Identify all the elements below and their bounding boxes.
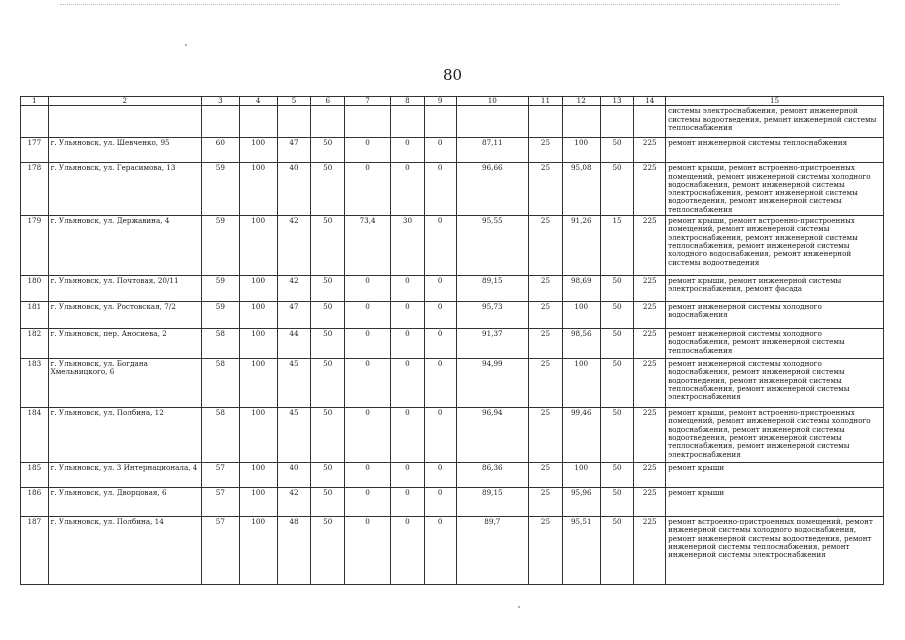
value-cell: 45: [277, 359, 311, 408]
scan-speck: [518, 606, 520, 608]
table-row: [21, 329, 884, 359]
value-cell: 50: [311, 216, 345, 276]
value-cell: 42: [277, 488, 311, 517]
value-cell: 48: [277, 517, 311, 585]
column-header: 11: [529, 97, 563, 106]
table-row: [21, 408, 884, 463]
value-cell: 0: [424, 276, 456, 302]
value-cell: 91,26: [562, 216, 600, 276]
value-cell: 25: [529, 329, 563, 359]
works-cell: ремонт инженерной системы теплоснабжения: [666, 138, 884, 163]
value-cell: 50: [600, 329, 634, 359]
value-cell: 225: [634, 488, 666, 517]
value-cell: 57: [201, 488, 239, 517]
column-header: 1: [21, 97, 49, 106]
value-cell: 25: [529, 276, 563, 302]
value-cell: 99,46: [562, 408, 600, 463]
value-cell: 225: [634, 302, 666, 329]
row-number: 180: [21, 276, 49, 302]
value-cell: 95,96: [562, 488, 600, 517]
value-cell: 50: [600, 163, 634, 216]
row-number: 181: [21, 302, 49, 329]
scan-edge-line: [60, 4, 840, 5]
table-row: [21, 302, 884, 329]
value-cell: 57: [201, 463, 239, 488]
address-cell: г. Ульяновск, ул. Полбина, 14: [48, 517, 201, 585]
value-cell: 50: [311, 517, 345, 585]
column-header: 8: [391, 97, 425, 106]
value-cell: 100: [239, 138, 277, 163]
value-cell: 50: [311, 329, 345, 359]
works-cell: ремонт крыши, ремонт инженерной системы электроснабжения, ремонт фасада: [666, 276, 884, 302]
value-cell: 73,4: [345, 216, 391, 276]
value-cell: 50: [600, 359, 634, 408]
value-cell: 25: [529, 302, 563, 329]
value-cell: 0: [391, 463, 425, 488]
column-header: 2: [48, 97, 201, 106]
value-cell: 0: [345, 138, 391, 163]
value-cell: 58: [201, 359, 239, 408]
value-cell: 57: [201, 517, 239, 585]
column-header: 5: [277, 97, 311, 106]
value-cell: 0: [391, 163, 425, 216]
row-number: 186: [21, 488, 49, 517]
row-number: 184: [21, 408, 49, 463]
value-cell: 225: [634, 163, 666, 216]
value-cell: 98,56: [562, 329, 600, 359]
value-cell: 50: [311, 138, 345, 163]
column-header: 7: [345, 97, 391, 106]
table-row: [21, 276, 884, 302]
value-cell: 0: [345, 359, 391, 408]
row-number: 182: [21, 329, 49, 359]
value-cell: 100: [239, 359, 277, 408]
value-cell: 98,69: [562, 276, 600, 302]
value-cell: 0: [391, 408, 425, 463]
value-cell: 50: [600, 138, 634, 163]
value-cell: 50: [311, 163, 345, 216]
value-cell: 50: [600, 302, 634, 329]
table-row: [21, 216, 884, 276]
works-cell: ремонт крыши, ремонт встроенно-пристроенных помещений, ремонт инженерной системы холодного водоснабжения, ремонт инженерной системы водоотведения, ремонт инженерной системы теплоснабжения, ремонт инженерной системы электроснабжения: [666, 408, 884, 463]
value-cell: 0: [391, 517, 425, 585]
scan-speck: [185, 44, 187, 46]
value-cell: 100: [239, 216, 277, 276]
row-number: 177: [21, 138, 49, 163]
value-cell: 58: [201, 329, 239, 359]
value-cell: 100: [239, 302, 277, 329]
column-header: 10: [456, 97, 529, 106]
value-cell: 100: [239, 517, 277, 585]
value-cell: 58: [201, 408, 239, 463]
address-cell: г. Ульяновск, ул. Державина, 4: [48, 216, 201, 276]
row-number: 183: [21, 359, 49, 408]
value-cell: 0: [391, 359, 425, 408]
value-cell: 0: [424, 517, 456, 585]
address-cell: г. Ульяновск, ул. Богдана Хмельницкого, 6: [48, 359, 201, 408]
value-cell: 0: [345, 276, 391, 302]
value-cell: 50: [600, 517, 634, 585]
column-header: 4: [239, 97, 277, 106]
value-cell: 225: [634, 276, 666, 302]
value-cell: 225: [634, 463, 666, 488]
value-cell: 40: [277, 163, 311, 216]
continuation-row: [21, 106, 884, 138]
value-cell: 25: [529, 163, 563, 216]
value-cell: 0: [424, 408, 456, 463]
value-cell: 0: [424, 216, 456, 276]
value-cell: 50: [311, 408, 345, 463]
value-cell: 96,94: [456, 408, 529, 463]
column-header: 15: [666, 97, 884, 106]
value-cell: 0: [345, 488, 391, 517]
value-cell: 91,37: [456, 329, 529, 359]
value-cell: 95,55: [456, 216, 529, 276]
value-cell: 225: [634, 216, 666, 276]
value-cell: 0: [391, 302, 425, 329]
value-cell: 50: [311, 359, 345, 408]
page-number: 80: [442, 66, 463, 84]
value-cell: 86,36: [456, 463, 529, 488]
value-cell: 95,08: [562, 163, 600, 216]
column-header: 13: [600, 97, 634, 106]
value-cell: 50: [311, 488, 345, 517]
value-cell: 100: [239, 463, 277, 488]
value-cell: 100: [239, 408, 277, 463]
column-header: 3: [201, 97, 239, 106]
address-cell: г. Ульяновск, ул. Почтовая, 20/11: [48, 276, 201, 302]
value-cell: 50: [311, 463, 345, 488]
column-header: 14: [634, 97, 666, 106]
value-cell: 25: [529, 138, 563, 163]
works-cell: ремонт инженерной системы холодного водоснабжения: [666, 302, 884, 329]
value-cell: 225: [634, 517, 666, 585]
value-cell: 50: [311, 276, 345, 302]
address-cell: г. Ульяновск, пер. Аносиева, 2: [48, 329, 201, 359]
value-cell: 0: [391, 276, 425, 302]
value-cell: 25: [529, 517, 563, 585]
value-cell: 0: [424, 463, 456, 488]
value-cell: 0: [345, 408, 391, 463]
value-cell: 50: [600, 463, 634, 488]
table-row: [21, 488, 884, 517]
value-cell: 100: [239, 488, 277, 517]
works-cell: ремонт встроенно-пристроенных помещений, ремонт инженерной системы холодного водоснабжения, ремонт инженерной системы водоотведения, ремонт инженерной системы теплоснабжения, ремонт инженерной системы электроснабжения: [666, 517, 884, 585]
value-cell: 0: [345, 302, 391, 329]
table-row: [21, 138, 884, 163]
value-cell: 96,66: [456, 163, 529, 216]
value-cell: 100: [562, 138, 600, 163]
value-cell: 0: [391, 329, 425, 359]
table-row: [21, 463, 884, 488]
value-cell: 0: [391, 138, 425, 163]
address-cell: г. Ульяновск, ул. 3 Интернационала, 4: [48, 463, 201, 488]
value-cell: 47: [277, 302, 311, 329]
value-cell: 225: [634, 408, 666, 463]
value-cell: 15: [600, 216, 634, 276]
value-cell: 95,51: [562, 517, 600, 585]
row-number: 185: [21, 463, 49, 488]
value-cell: 0: [424, 488, 456, 517]
value-cell: 100: [562, 302, 600, 329]
housing-repair-table: [20, 96, 884, 585]
table-row: [21, 359, 884, 408]
value-cell: 50: [600, 276, 634, 302]
value-cell: 40: [277, 463, 311, 488]
column-header: 12: [562, 97, 600, 106]
value-cell: 0: [345, 163, 391, 216]
value-cell: 225: [634, 359, 666, 408]
address-cell: г. Ульяновск, ул. Дворцовая, 6: [48, 488, 201, 517]
value-cell: 0: [345, 517, 391, 585]
value-cell: 89,7: [456, 517, 529, 585]
value-cell: 87,11: [456, 138, 529, 163]
value-cell: 25: [529, 359, 563, 408]
address-cell: г. Ульяновск, ул. Ростовская, 7/2: [48, 302, 201, 329]
works-cell: ремонт инженерной системы холодного водоснабжения, ремонт инженерной системы теплоснабжения: [666, 329, 884, 359]
value-cell: 0: [424, 163, 456, 216]
value-cell: 225: [634, 138, 666, 163]
value-cell: 59: [201, 276, 239, 302]
value-cell: 100: [239, 276, 277, 302]
row-number: 187: [21, 517, 49, 585]
works-cell: ремонт крыши, ремонт встроенно-пристроенных помещений, ремонт инженерной системы холодного водоснабжения, ремонт инженерной системы электроснабжения, ремонт инженерной системы водоотведения, ремонт инженерной системы теплоснабжения: [666, 163, 884, 216]
value-cell: 59: [201, 163, 239, 216]
value-cell: 59: [201, 216, 239, 276]
value-cell: 44: [277, 329, 311, 359]
value-cell: 0: [345, 329, 391, 359]
value-cell: 100: [239, 329, 277, 359]
row-number: 178: [21, 163, 49, 216]
row-number: 179: [21, 216, 49, 276]
value-cell: 0: [391, 488, 425, 517]
column-header: 6: [311, 97, 345, 106]
value-cell: 94,99: [456, 359, 529, 408]
works-cell: ремонт крыши, ремонт встроенно-пристроенных помещений, ремонт инженерной системы электроснабжения, ремонт инженерной системы теплоснабжения, ремонт инженерной системы холодного водоснабжения, ремонт инженерной системы водоотведения: [666, 216, 884, 276]
value-cell: 50: [600, 408, 634, 463]
value-cell: 50: [600, 488, 634, 517]
value-cell: 60: [201, 138, 239, 163]
column-header: 9: [424, 97, 456, 106]
header-row: [21, 97, 884, 106]
works-cell: ремонт крыши: [666, 463, 884, 488]
value-cell: 50: [311, 302, 345, 329]
works-cell: системы электроснабжения, ремонт инженерной системы водоотведения, ремонт инженерной системы теплоснабжения: [666, 106, 884, 138]
value-cell: 0: [424, 359, 456, 408]
table-row: [21, 163, 884, 216]
value-cell: 100: [239, 163, 277, 216]
value-cell: 25: [529, 463, 563, 488]
works-cell: ремонт инженерной системы холодного водоснабжения, ремонт инженерной системы водоотведения, ремонт инженерной системы теплоснабжения, ремонт инженерной системы электроснабжения: [666, 359, 884, 408]
value-cell: 89,15: [456, 276, 529, 302]
value-cell: 47: [277, 138, 311, 163]
value-cell: 30: [391, 216, 425, 276]
value-cell: 100: [562, 359, 600, 408]
value-cell: 42: [277, 216, 311, 276]
value-cell: 0: [424, 329, 456, 359]
works-cell: ремонт крыши: [666, 488, 884, 517]
value-cell: 0: [345, 463, 391, 488]
value-cell: 0: [424, 302, 456, 329]
value-cell: 225: [634, 329, 666, 359]
value-cell: 89,15: [456, 488, 529, 517]
value-cell: 100: [562, 463, 600, 488]
table-row: [21, 517, 884, 585]
value-cell: 0: [424, 138, 456, 163]
value-cell: 25: [529, 216, 563, 276]
value-cell: 45: [277, 408, 311, 463]
value-cell: 25: [529, 488, 563, 517]
value-cell: 25: [529, 408, 563, 463]
address-cell: г. Ульяновск, ул. Герасимова, 13: [48, 163, 201, 216]
value-cell: 42: [277, 276, 311, 302]
address-cell: г. Ульяновск, ул. Шевченко, 95: [48, 138, 201, 163]
value-cell: 59: [201, 302, 239, 329]
value-cell: 95,73: [456, 302, 529, 329]
address-cell: г. Ульяновск, ул. Полбина, 12: [48, 408, 201, 463]
